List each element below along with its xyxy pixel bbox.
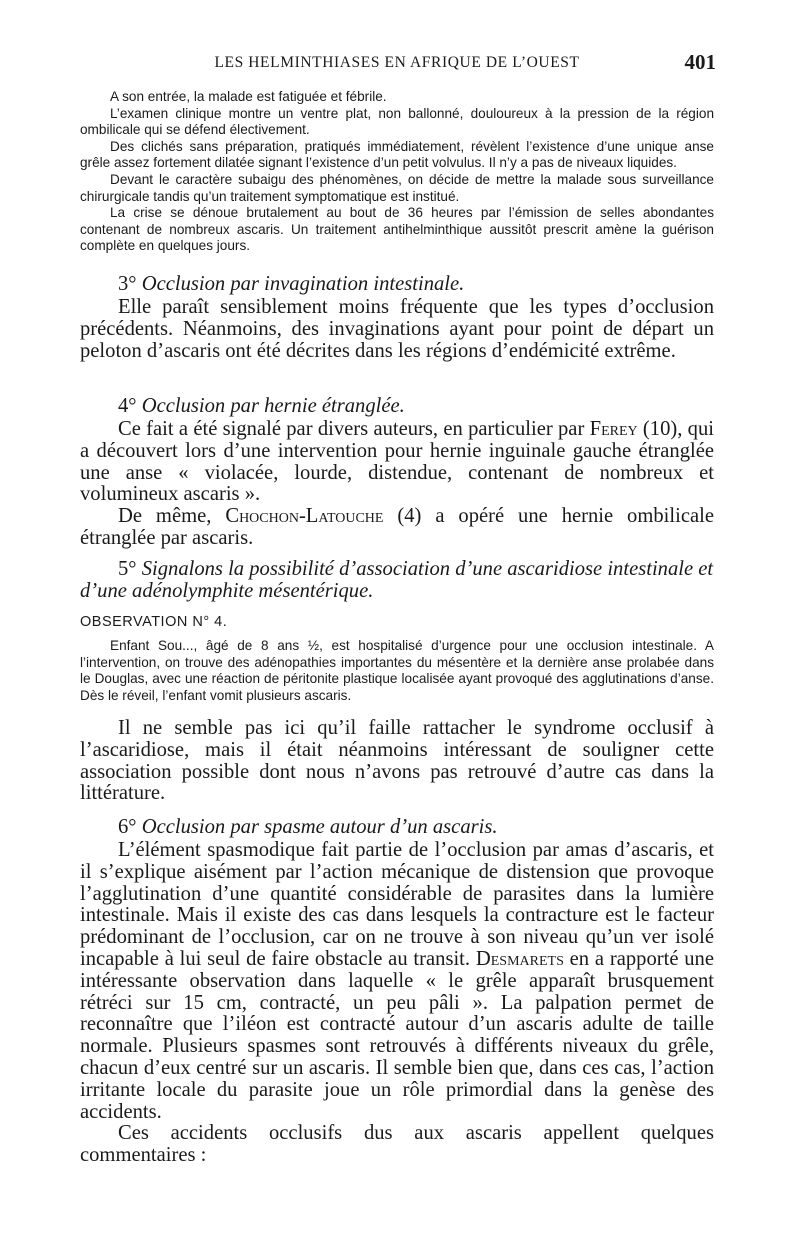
text: (4) a opéré une hernie ombilicale étranglée par ascaris. bbox=[80, 505, 714, 549]
case-note: Devant le caractère subaigu des phénomènes, on décide de mettre la malade sous surveillance chirurgicale tandis qu’un traitement symptomatique est institué. bbox=[80, 171, 714, 204]
case-note: L’examen clinique montre un ventre plat, non ballonné, douloureux à la pression de la région ombilicale qui se défend électivement. bbox=[80, 105, 714, 138]
author-name: Chochon-Latouche bbox=[225, 505, 384, 528]
page-number: 401 bbox=[684, 50, 716, 74]
paragraph bbox=[80, 419, 714, 506]
section-number: 3° bbox=[118, 273, 137, 295]
text: Ce fait a été signalé par divers auteurs, en particulier par bbox=[118, 418, 585, 440]
text: De même, bbox=[118, 505, 212, 528]
paragraph: Ces accidents occlusifs dus aux ascaris appellent quelques commentaires : bbox=[80, 1122, 714, 1167]
section-6-heading bbox=[80, 817, 714, 839]
section-6-body bbox=[80, 840, 714, 1167]
section-title: Signalons la possibilité d’association d’une ascaridiose intestinale et d’une adénolymphite mésentérique. bbox=[80, 558, 714, 602]
section-title: Occlusion par spasme autour d’un ascaris. bbox=[141, 816, 498, 838]
section-3-body bbox=[80, 297, 714, 362]
comment-body bbox=[80, 718, 714, 805]
case-note: La crise se dénoue brutalement au bout de 36 heures par l’émission de selles abondantes contenant de nombreux ascaris. Un traitement antihelminthique aussitôt prescrit amène la guérison complète en quelques jours. bbox=[80, 205, 714, 254]
case-note: Des clichés sans préparation, pratiqués immédiatement, révèlent l’existence d’une unique anse grêle assez fortement dilatée signant l’existence d’un petit volvulus. Il n’y a pas de niveaux liquides. bbox=[80, 138, 714, 171]
section-5-heading bbox=[80, 559, 714, 603]
author-name: Ferey bbox=[589, 418, 638, 440]
paragraph: Il ne semble pas ici qu’il faille rattacher le syndrome occlusif à l’ascaridiose, mais il était néanmoins intéressant de souligner cette association possible dont nous n’avons pas retrouvé d’autre cas dans la littérature. bbox=[80, 717, 714, 805]
running-head bbox=[78, 50, 716, 76]
paragraph bbox=[80, 506, 714, 550]
running-title: LES HELMINTHIASES EN AFRIQUE DE L’OUEST bbox=[214, 54, 580, 71]
text: en a rapporté une intéressante observation dans laquelle « le grêle apparaît brusquement rétréci sur 15 cm, contracté, un peu pâli ». La palpation permet de reconnaître que l’iléon est contracté autour d’un ascaris adulte de taille normale. Plusieurs spasmes sont retrouvés à différents niveaux du grêle, chacun d’eux centré sur un ascaris. Il semble bien que, dans ces cas, l’action irritante locale du parasite joue un rôle primordial dans la genèse des accidents. bbox=[80, 947, 714, 1123]
section-title: Occlusion par invagination intestinale. bbox=[141, 273, 465, 295]
section-3-heading bbox=[80, 274, 714, 296]
paragraph bbox=[80, 840, 714, 1123]
observation-title: OBSERVATION N° 4. bbox=[80, 614, 228, 630]
text: (10), qui a découvert lors d’une intervention pour hernie inguinale gauche étranglée une anse « violacée, lourde, distendue, contenant de nombreux et volumineux ascaris ». bbox=[80, 418, 714, 506]
section-number: 4° bbox=[118, 395, 137, 417]
section-4-body bbox=[80, 419, 714, 550]
case-note: A son entrée, la malade est fatiguée et fébrile. bbox=[110, 89, 387, 104]
author-name: Desmarets bbox=[475, 947, 564, 970]
observation-text: Enfant Sou..., âgé de 8 ans ½, est hospitalisé d’urgence pour une occlusion intestinale. A l’intervention, on trouve des adénopathies importantes du mésentère et la dernière anse prolabée dans le Douglas, avec une réaction de péritonite plastique localisée ayant provoqué des agglutinations d’anse. Dès le réveil, l’enfant vomit plusieurs ascaris. bbox=[80, 638, 714, 703]
text: L’élément spasmodique fait partie de l’occlusion par amas d’ascaris, et il s’explique aisément par l’action mécanique de distension que provoque l’agglutination d’une quantité considérable de parasites dans la lumière intestinale. Mais il existe des cas dans lesquels la contracture est le facteur prédominant de l’occlusion, car on ne trouve à son niveau qu’un ver isolé incapable à lui seul de faire obstacle au transit. bbox=[80, 839, 714, 970]
observation-body bbox=[80, 638, 714, 704]
section-4-heading bbox=[80, 396, 714, 418]
case-notes bbox=[80, 89, 714, 255]
section-number: 5° bbox=[118, 558, 137, 580]
paragraph: Elle paraît sensiblement moins fréquente que les types d’occlusion précédents. Néanmoins, des invaginations ayant pour point de départ un peloton d’ascaris ont été décrites dans les régions d’endémicité extrême. bbox=[80, 296, 714, 362]
section-number: 6° bbox=[118, 816, 137, 838]
section-title: Occlusion par hernie étranglée. bbox=[141, 395, 405, 417]
